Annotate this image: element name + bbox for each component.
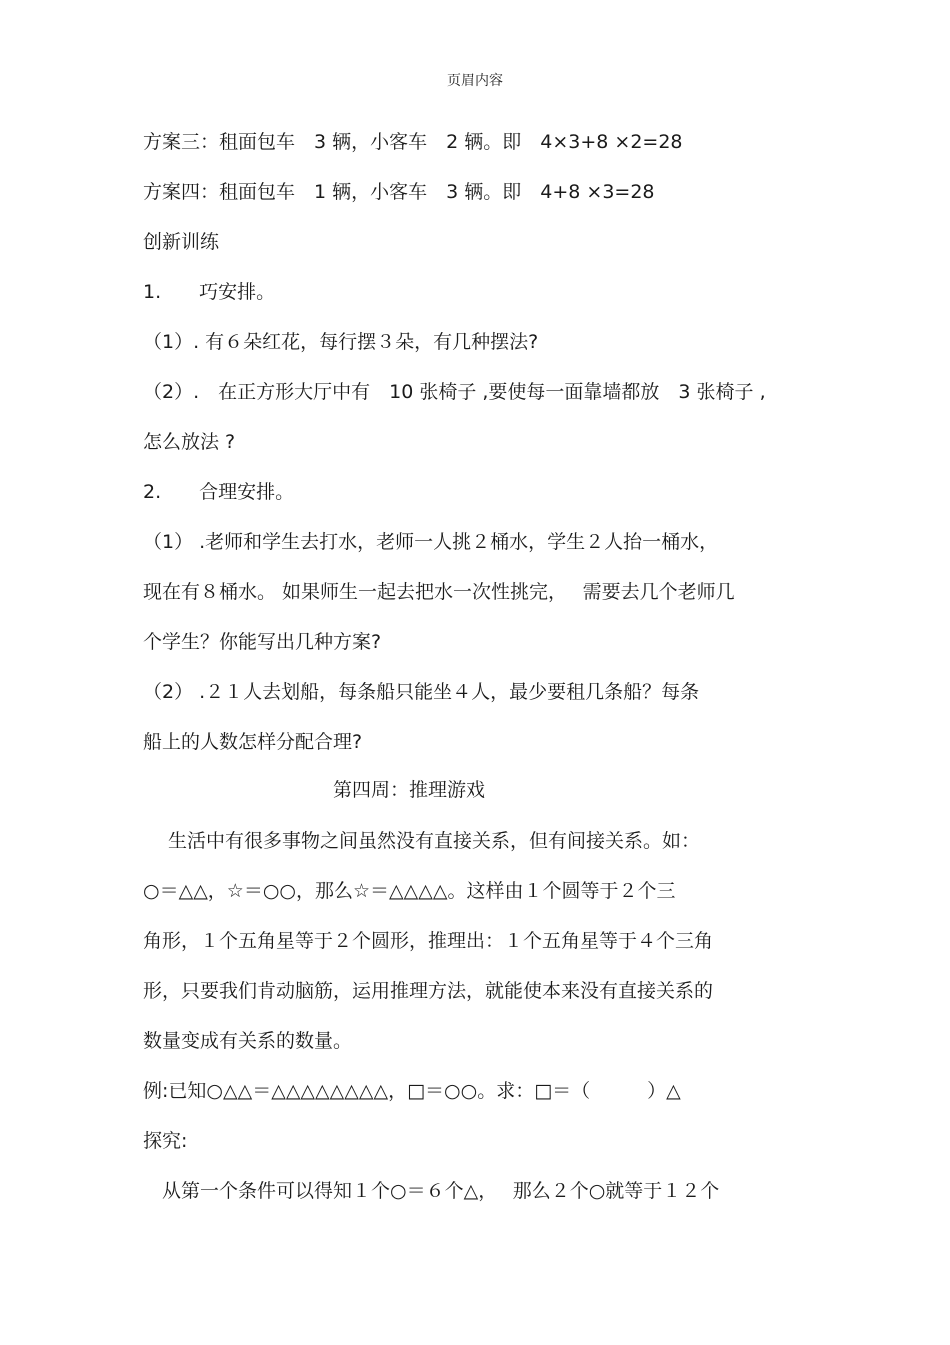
page-header: 页眉内容 — [447, 73, 503, 89]
plan-4-line: 方案四：租面包车 1 辆，小客车 3 辆。即 4+8 ×3=28 — [143, 181, 655, 203]
intro-paragraph-line-5: 数量变成有关系的数量。 — [143, 1030, 353, 1052]
item-1-q2-cont: 怎么放法 ? — [143, 431, 236, 453]
item-1-q1: （1）. 有６朵红花，每行摆３朵，有几种摆法? — [143, 331, 539, 353]
section-heading-innovation: 创新训练 — [143, 231, 220, 253]
plan-3-line: 方案三：租面包车 3 辆，小客车 2 辆。即 4×3+8 ×2=28 — [143, 131, 683, 153]
week-4-heading: 第四周：推理游戏 — [333, 779, 486, 801]
item-2-q1-cont-2: 个学生？你能写出几种方案? — [143, 631, 382, 653]
item-2-q2: （2） .２１人去划船，每条船只能坐４人，最少要租几条船？每条 — [143, 681, 700, 703]
intro-paragraph-line-2: ○＝△△，☆＝○○，那么☆＝△△△△。这样由１个圆等于２个三 — [143, 880, 676, 902]
example-line: 例:已知○△△＝△△△△△△△△，□＝○○。求：□＝（ ）△ — [143, 1080, 681, 1102]
item-1-title: 1. 巧安排。 — [143, 281, 276, 303]
item-2-q2-cont: 船上的人数怎样分配合理? — [143, 731, 363, 753]
explore-label: 探究: — [143, 1130, 188, 1152]
intro-paragraph-line-4: 形，只要我们肯动脑筋，运用推理方法，就能使本来没有直接关系的 — [143, 980, 714, 1002]
intro-paragraph-line-1: 生活中有很多事物之间虽然没有直接关系，但有间接关系。如： — [143, 830, 701, 852]
intro-paragraph-line-3: 角形，１个五角星等于２个圆形，推理出：１个五角星等于４个三角 — [143, 930, 714, 952]
item-2-title: 2. 合理安排。 — [143, 481, 295, 503]
item-1-q2: （2）. 在正方形大厅中有 10 张椅子 ,要使每一面靠墙都放 3 张椅子 , — [143, 381, 766, 403]
item-2-q1: （1） .老师和学生去打水，老师一人挑２桶水，学生２人抬一桶水， — [143, 531, 719, 553]
explore-line-1: 从第一个条件可以得知１个○＝６个△， 那么２个○就等于１２个 — [143, 1180, 720, 1202]
item-2-q1-cont-1: 现在有８桶水。 如果师生一起去把水一次性挑完， 需要去几个老师几 — [143, 581, 735, 603]
